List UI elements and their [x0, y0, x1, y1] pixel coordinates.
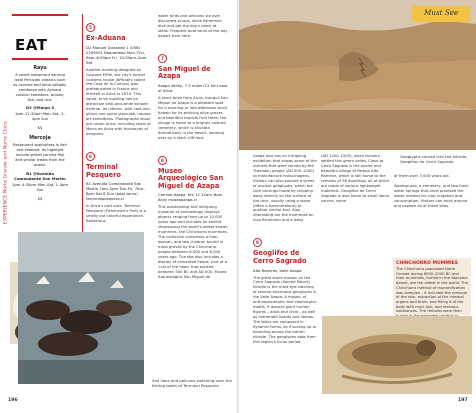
eat-item-hours: 1pm–4:30pm Mon–Sat, 1–4pm Sun: [12, 182, 68, 192]
entry-body: The great stone mosaic on the Cerro Sagrado (Sacred Mount) hillside is the most eye-catching of several enormous geoglyphs in the Valle Azapa. A mosaic of anthropomorphic and zoomorphic motifs, it depicts giant human figures – adult and child – as well as mammoth lizards and llamas. The latter are composed in dynamic forms, as if scaling up or bounding across the barren hillside. The geoglyphs date from this region's Incan period: [253, 275, 317, 344]
entry-body: This outstanding and intriguing museum of archaeology displays objects ranging from up to 10,000 years ago and includes an exhibit showcasing the world's oldest known mummies, the Chinchorro mummies. The collection comprises a man, woman, and two children buried in mass graves by the Chinchorro people between 6,000 and 8,000 years ago. The site also includes a display of cemented heads, part of a 'cult of the head' that existed between 500 BC and AD 500. Museo Arqueológico San Miguel de: [158, 205, 228, 279]
entry-body-continued: Azapa also has an intriguing exhibition that shows some of the utensils that were carved by the Tiwanaku people (AD 500–1000) to manufacture hallucinogens. Visitors can also explore a series of ancient geoglyphs, which are rock carvings made by chipping away directly on the surface of the rock, usually using a stone (often a hammerstone) or another similar tool. Also interesting are the mummies on Inca fishermen and a baby.: [253, 154, 317, 223]
eat-item-price: $$: [37, 196, 43, 201]
feature-heading: CHINCHORRO MUMMIES: [396, 261, 459, 266]
entry-facts: Azapa Valley, 7.5 miles (12 km) east of Arica: [158, 82, 228, 93]
entry-body-continued: (AD 1450–1500), when farmers settled this green valley. Close to Cerro Sagrado is the quaint and beautiful village of Pampa Alto Ramírez, which is still home to the remains of 38 dwellings, all of which are made of various lightweight materials. Geoglifos de Cerro Sagrado is also home to small llama corrals, some: [321, 154, 390, 203]
eat-item-map: D2 @Maipú 5: [26, 105, 54, 111]
entry-facts: Alto Ramírez, Valle Azapa: [253, 267, 302, 273]
entry-number: 9: [253, 238, 262, 247]
side-label: EXPERIENCE Norte Grande and Norte Chico: [2, 121, 8, 224]
eat-item-name: Rayu: [33, 66, 47, 71]
eat-sidebar: [12, 14, 68, 201]
entry-column: [253, 150, 317, 345]
entry-column: [86, 14, 152, 224]
entry-body-continued: of them over 3,000 years old. Warehouses, a cemetery, and two fresh water springs that once provided the water needed for crop irrigation and consumption. Visitors can stroll around and explore all of these sites.: [394, 174, 469, 208]
entry-column: [321, 150, 391, 204]
page-number: 197: [458, 398, 468, 403]
entry-column: [158, 14, 228, 280]
entry-facts: D2 Manuel Gonzalez 1 (058) 2209001 Baquedano Mon–Thu, 9am–6:30pm Fri, 10:30am–2pm Sat: [86, 44, 147, 65]
eat-top-bar: [12, 14, 68, 16]
entry-title: Ex-Aduana: [86, 34, 126, 42]
entry-facts: B1 Avenida Comandante San Martín 7am–5pm Tue–Fri, 7am–8pm Sat 8 Sun (boat tours) terminalpesquero.cl: [86, 181, 146, 202]
entry-number: 7: [158, 54, 167, 63]
eat-item-name: Mercoja: [29, 136, 51, 142]
entry-title: San Miguel de Azapa: [158, 64, 211, 81]
entry-number: 6: [86, 152, 95, 161]
entry-title: Geoglifos de Cerro Sagrado: [253, 249, 307, 265]
entry-facts: Camino Azapa, Km 12 10am–6pm daily museoazapa.cl: [158, 192, 223, 203]
eat-item-price: $$: [37, 126, 43, 131]
sealion-caption: Sea lions and pelicans watching over the fishing boats of Terminal Pesquero: [152, 378, 232, 388]
entry-number: 5: [86, 23, 95, 32]
entry-number: 8: [158, 156, 167, 165]
entry-body: A short drive from Arica, tranquil San Miguel de Azapa is a pleasant spot for a morning or late-afternoon stroll. Known for its enticing olive groves and beautiful tropical fruit trees, the village is home to a brightly colored cemetery, which is situated dramatically in the desert, looming over by a stark cliff face.: [158, 95, 228, 140]
entry-title: Terminal Pesquero: [86, 162, 121, 179]
column-divider: [82, 14, 83, 236]
entry-body: Another building designed by Gustave Eiffel, the city's former customs house (officially called the Casa de la Cultura) was prefabricated in France and erected in Arica in 1874. This squat, brick building has an attractive pink-and-white striped exterior. Its interior, with cast-iron pillars and spiral staircase, houses art exhibitions. Photographs show pre-urban Arica, including shots of Morro de Arica with thousands of penguins.: [86, 67, 151, 136]
entry-title: Museo Arqueológico San Miguel de Azapa: [158, 166, 224, 190]
side-strip: [0, 0, 9, 413]
feature-body: The Chinchorro populated Norte Grande during 6000–2000 BC and their mummies, buried in the Atacama desert, are the oldest in the world. The Chinchorro method of mummification was complex – it included the removal of the skin, extraction of the internal organs and brain, and filling it of the body with mud, ash, and resinous substances. The remains were then: [396, 267, 469, 314]
eat-title: EAT: [15, 36, 48, 54]
chinchorro-feature-box: [393, 258, 471, 315]
page-number: 196: [8, 398, 18, 403]
photo-caption: Geoglyphs carved into the hillside, Geoglifos de Cerro Sagrado: [400, 154, 468, 164]
mummy-photo: [322, 316, 472, 394]
entry-body-continued: water birds and pelicans vie over discarded scraps, while fishermen dive and get the day's catch at stalls. Frequent boat tours of the bay depart from here.: [158, 14, 228, 38]
eat-title-bar: [12, 58, 68, 60]
must-see-label: Must See: [424, 8, 459, 17]
entry-body: In Arica's port area, Terminal Pesquero (Fisherman's Port) is a smelly but colorful experience. Boisterous: [86, 204, 146, 223]
eat-item-map: B1 @Avenida Comandante San Martín: [14, 170, 66, 181]
eat-item-desc: Restaurant specializes in fish and seafood; its highlight include grilled corvina fish and similar treats from the ocean.: [13, 143, 67, 167]
entry-column: [394, 150, 470, 209]
eat-item-hours: 1pm–11:30pm Mon–Sat, 1–4pm Sun: [14, 112, 66, 122]
sealion-photo: [18, 232, 144, 384]
eat-item-desc: A smart restaurant serving local Peruvian classics such as ceviche and lomo saltado, combined with Aymara cuisine: tomatoes, onions, fish, and rice.: [13, 73, 67, 102]
desert-photo: [239, 0, 476, 150]
